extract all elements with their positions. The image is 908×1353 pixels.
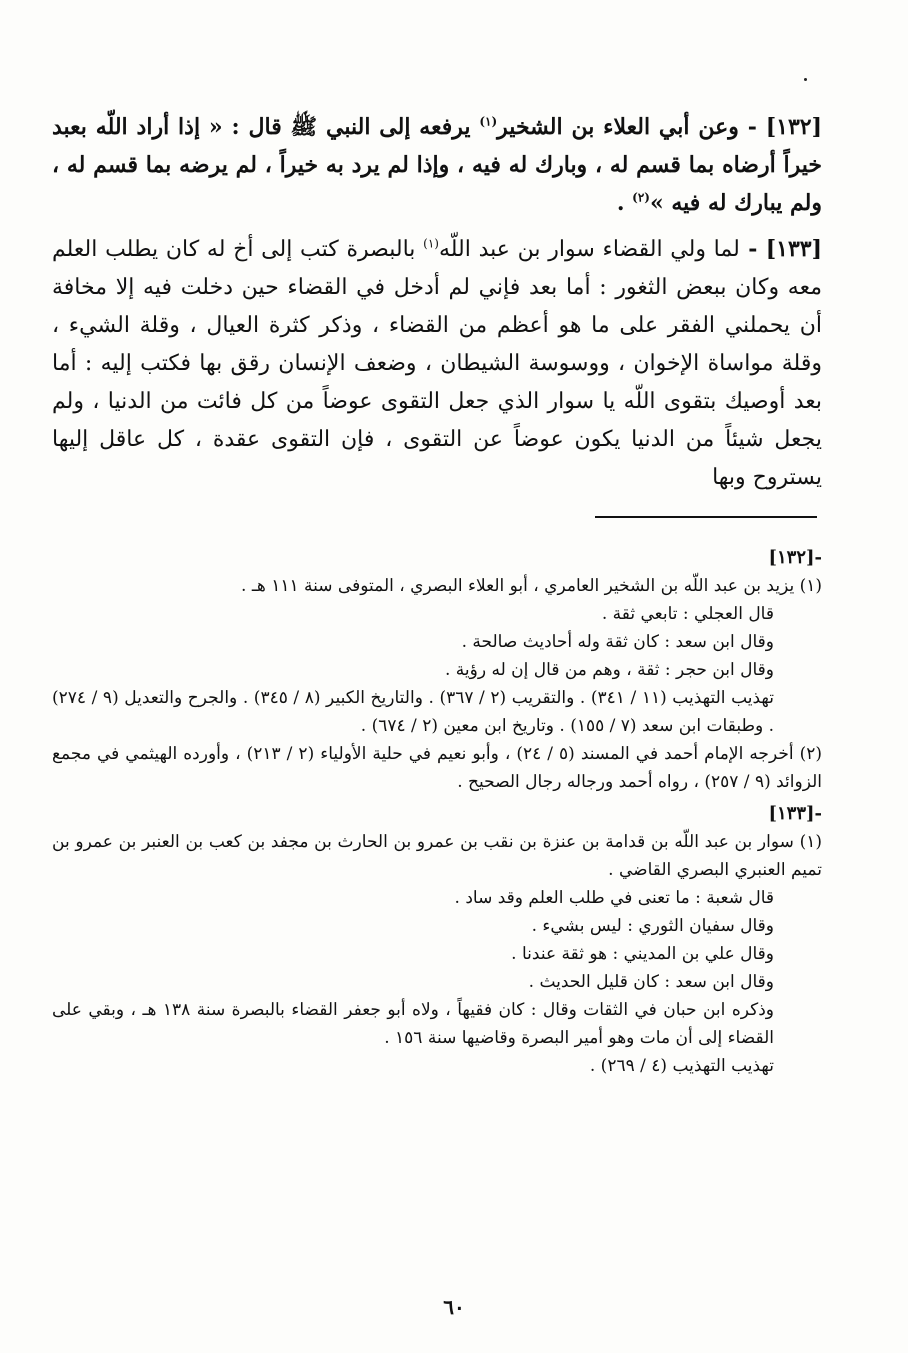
ink-speck <box>804 78 807 81</box>
footnote-line: وقال علي بن المديني : هو ثقة عندنا . <box>511 944 774 964</box>
page-number: ٦٠ <box>443 1295 465 1319</box>
paragraph-number-132: [١٣٢] - <box>738 114 823 140</box>
footnote-133-1: (١) سوار بن عبد اللّه بن قدامة بن عنزة بن نقب بن عمرو بن الحارث بن مجفد بن كعب بن العنبر بن عمرو بن تميم العنبري البصري القاضي . <box>52 832 822 880</box>
footnote-line: وقال ابن حجر : ثقة ، وهم من قال إن له رؤية . <box>445 660 774 680</box>
footnote-sources: تهذيب التهذيب (٤ / ٢٦٩) . <box>589 1056 774 1076</box>
footnote-ref-132-2: (٢) <box>632 190 650 205</box>
footnote-132-2: (٢) أخرجه الإمام أحمد في المسند (٥ / ٢٤) ، وأبو نعيم في حلية الأولياء (٢ / ٢١٣) ، وأورده الهيثمي في مجمع الزوائد (٩ / ٢٥٧) ، رواه أحمد ورجاله رجال الصحيح . <box>52 744 822 792</box>
paragraph-133-text-2: بالبصرة كتب إلى أخ له كان يطلب العلم معه وكان ببعض الثغور : أما بعد فإني لم أدخل في القضاء حين دخلت فيه إلا مخافة أن يحملني الفقر على ما هو أعظم من القضاء ، وذكر كثرة العيال ، وقلة الشيء ، وقلة مواساة الإخوان ، ووسوسة الشيطان ، وضعف الإنسان رقق بها فكتب إليه : أما بعد أوصيك بتقوى اللّه يا سوار الذي جعل التقوى عوضاً من كل فائت من الدنيا ، ولم يجعل شيئاً من الدنيا يكون عوضاً عن التقوى ، فإن التقوى عقدة ، كل عاقل إليها يستروح وبها <box>52 237 822 490</box>
footnote-divider <box>595 516 817 518</box>
paragraph-number-133: [١٣٣] - <box>739 236 822 262</box>
footnote-line: قال العجلي : تابعي ثقة . <box>601 604 774 624</box>
footnote-section-133: -[١٣٣] <box>768 803 822 824</box>
footnote-132-1: (١) يزيد بن عبد اللّه بن الشخير العامري ، أبو العلاء البصري ، المتوفى سنة ١١١ هـ . <box>241 576 822 596</box>
paragraph-132 <box>52 108 822 222</box>
footnote-line: وقال سفيان الثوري : ليس بشيء . <box>531 916 774 936</box>
footnote-sources: تهذيب التهذيب (١١ / ٣٤١) . والتقريب (٢ / ٣٦٧) . والتاريخ الكبير (٨ / ٣٤٥) . والجرح والتعديل (٩ / ٢٧٤) . وطبقات ابن سعد (٧ / ١٥٥) . وتاريخ ابن معين (٢ / ٦٧٤) . <box>52 688 774 736</box>
footnote-line: وذكره ابن حبان في الثقات وقال : كان فقيهاً ، ولاه أبو جعفر القضاء بالبصرة سنة ١٣٨ هـ ، وبقي على القضاء إلى أن مات وهو أمير البصرة وقاضيها سنة ١٥٦ . <box>52 1000 774 1048</box>
footnote-line: وقال ابن سعد : كان قليل الحديث . <box>528 972 774 992</box>
footnote-ref-132-1: (١) <box>479 114 498 129</box>
footnote-line: قال شعبة : ما تعنى في طلب العلم وقد ساد . <box>454 888 774 908</box>
paragraph-132-end: . <box>616 190 633 216</box>
paragraph-132-text: وعن أبي العلاء بن الشخير <box>497 114 739 140</box>
footnote-line: وقال ابن سعد : كان ثقة وله أحاديث صالحة . <box>461 632 774 652</box>
paragraph-132-text-2: يرفعه إلى النبي ﷺ قال : « إذا أراد اللّه بعبد خيراً أرضاه بما قسم له ، وبارك له فيه ، وإذا لم يرد به خيراً ، لم يرضه بما قسم له ، ولم يبارك له فيه » <box>52 114 822 216</box>
main-text <box>52 108 822 497</box>
paragraph-133-text: لما ولي القضاء سوار بن عبد اللّه <box>438 237 740 262</box>
footnote-ref-133-1: (١) <box>423 236 439 251</box>
footnotes <box>52 540 822 1080</box>
footnote-section-132: -[١٣٢] <box>768 547 822 568</box>
paragraph-133 <box>52 230 822 497</box>
